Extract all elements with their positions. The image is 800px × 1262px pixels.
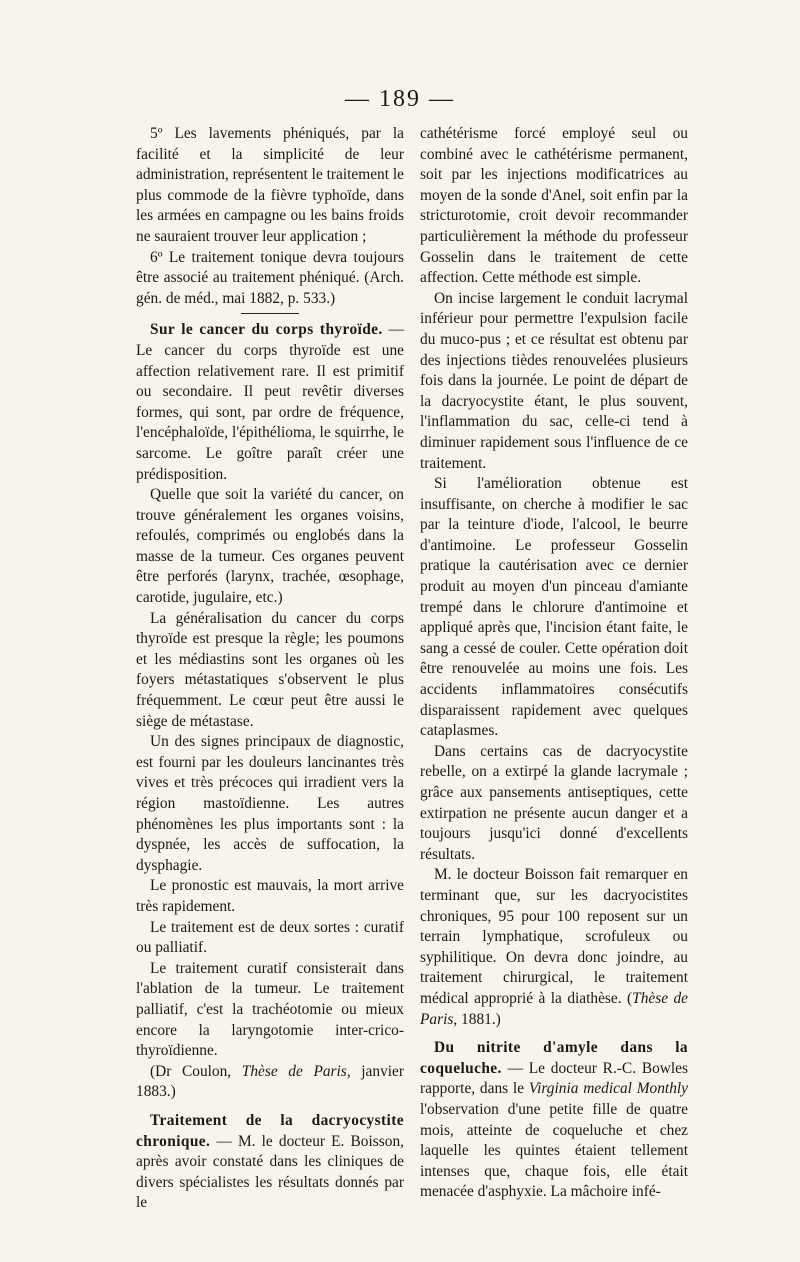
article-heading: Traitement de la dacryocystite chronique. — [136, 1111, 404, 1150]
right-column — [420, 124, 688, 1203]
paragraph: 5º Les lavements phéniqués, par la facilité et la simplicité de leur administration, représentent le traitement le plus commode de la fièvre typhoïde, dans les armées en campagne ou les bains froids ne sauraient trouver leur application ; — [136, 125, 404, 245]
paragraph — [136, 248, 404, 310]
text-span: (Dr Coulon, — [150, 1062, 242, 1080]
spacer — [420, 1030, 688, 1038]
paragraph: Quelle que soit la variété du cancer, on trouve généralement les organes voisins, refoulés, comprimés ou englobés dans la masse de la tumeur. Ces organes peuvent être perforés (larynx, trachée, œsophage, carotide, jugulaire, etc.) — [136, 486, 404, 607]
paragraph: Le traitement est de deux sortes : curatif ou palliatif. — [136, 918, 404, 957]
citation — [136, 1062, 404, 1103]
text-span: — Le docteur R.-C. Bowles rapporte, dans le — [420, 1059, 688, 1098]
paragraph: Un des signes principaux de diagnostic, est fourni par les douleurs lancinantes très vives et très précoces qui irradient vers la région mastoïdienne. Les autres phénomènes les plus importants sont : la dyspnée, les accès de suffocation, la dysphagie. — [136, 733, 404, 874]
spacer — [136, 1103, 404, 1111]
paragraph: cathétérisme forcé employé seul ou combiné avec le cathétérisme permanent, soit par les injections modificatrices au moyen de la sonde d'Anel, soit enfin par la stricturotomie, croit devoir recommander particulièrement la méthode du professeur Gosselin dans le traitement de cette affection. Cette méthode est simple. — [420, 125, 688, 287]
article-paragraph — [420, 1038, 688, 1203]
text-span: — Le cancer du corps thyroïde est une affection relativement rare. Il est primitif ou secondaire. Il peut revêtir diverses formes, qui sont, par ordre de fréquence, l'encéphaloïde, l'épithélioma, le squirrhe, le sarcome. Le goître paraît créer une prédisposition. — [136, 321, 404, 483]
paragraph: La généralisation du cancer du corps thyroïde est presque la règle; les poumons et les médiastins sont les organes où les foyers métastatiques s'observent le plus fréquemment. Le cœur peut être aussi le siège de métastase. — [136, 609, 404, 730]
text-span: 6º Le traitement tonique devra toujours être associé au traitement phéniqué. (Arch. gén. de méd., mai 1882, p. 533.) — [136, 248, 404, 307]
paragraph: Le traitement curatif consisterait dans l'ablation de la tumeur. Le traitement palliatif, c'est la trachéotomie ou mieux encore la laryngotomie inter-crico-thyroïdienne. — [136, 959, 404, 1060]
paragraph: On incise largement le conduit lacrymal inférieur pour permettre l'expulsion facile du muco-pus ; et ce résultat est obtenu par des injections tièdes renouvelées plusieurs fois dans la journée. Le point de départ de la dacryocystite étant, le plus souvent, l'inflammation du sac, celle-ci tend à diminuer rapidement sous l'influence de ce traitement. — [420, 289, 688, 472]
paragraph: Le pronostic est mauvais, la mort arrive très rapidement. — [136, 877, 404, 915]
text-span: l'observation d'une petite fille de quatre mois, atteinte de coqueluche et chez laquelle les quintes étaient tellement intenses que, chaque fois, elle était menacée d'asphyxie. La mâchoire infé- — [420, 1100, 688, 1201]
page-number: — 189 — — [345, 86, 455, 112]
article-paragraph — [136, 320, 404, 485]
text-span: , janvier 1883.) — [136, 1062, 405, 1101]
paragraph — [420, 865, 688, 1030]
article-paragraph — [136, 1111, 404, 1214]
text-span: — M. le docteur E. Boisson, après avoir constaté dans les cliniques de divers spécialistes les résultats donnés par le — [136, 1132, 404, 1212]
paragraph: Si l'amélioration obtenue est insuffisante, on cherche à modifier le sac par la teinture d'iode, l'alcool, le beurre d'antimoine. Le professeur Gosselin pratique la cautérisation avec ce dernier produit au moyen d'un pinceau d'amiante trempé dans le chlorure d'antimoine et appliqué après que, l'incision étant faite, le sang a cessé de couler. Cette opération doit être renouvelée au moins une fois. Les accidents inflammatoires consécutifs disparaissent rapidement avec quelques cataplasmes. — [420, 475, 688, 740]
left-column — [136, 124, 404, 1214]
journal-title: Virginia medical Monthly — [528, 1080, 689, 1098]
citation-title: Thèse de Paris — [241, 1062, 347, 1080]
text-span: M. le docteur Boisson fait remarquer en terminant que, sur les dacryocistites chroniques, 95 pour 100 reposent sur un terrain lymphatique, scrofuleux ou syphilitique. On devra donc joindre, au traitement chirurgical, le traitement médical approprié à la diathèse. ( — [420, 866, 688, 1007]
text-span: , 1881.) — [453, 1010, 501, 1028]
separator-rule — [241, 313, 299, 314]
article-heading: Sur le cancer du corps thyroïde. — [150, 321, 383, 339]
article-heading: Du nitrite d'amyle dans la coqueluche. — [420, 1039, 688, 1077]
paragraph: Dans certains cas de dacryocystite rebelle, on a extirpé la glande lacrymale ; grâce aux pansements antiseptiques, cette extirpation ne présente aucun danger et a toujours jusqu'ici donné d'excellents résultats. — [420, 742, 688, 863]
citation-title: Thèse de Paris — [420, 989, 688, 1028]
